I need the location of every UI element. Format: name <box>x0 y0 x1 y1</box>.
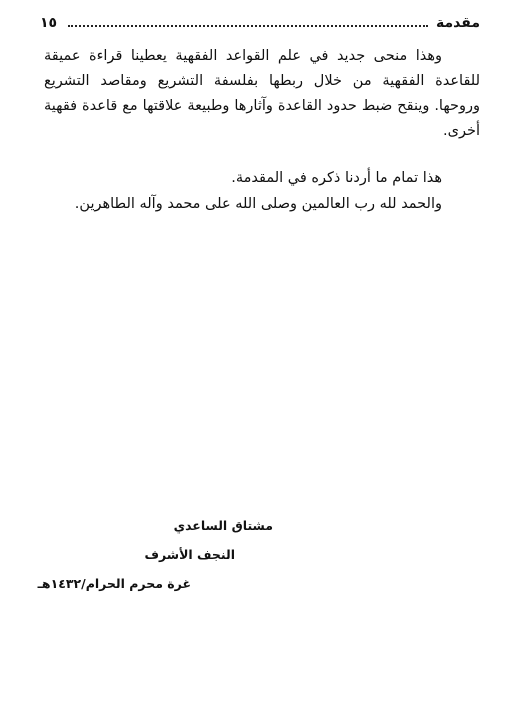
signature-place: النجف الأشرف <box>144 547 235 562</box>
header-dotted-leader <box>68 25 428 27</box>
running-header <box>40 13 480 39</box>
paragraph-body: وهذا منحى جديد في علم القواعد الفقهية يعطينا قراءة عميقة للقاعدة الفقهية من خلال ربطها بفلسفة التشريع ومقاصد التشريع وروحها. وينقح ضبط حدود القاعدة وآثارها وطبيعة علاقتها مع قاعدة فقهية أخرى. <box>44 48 480 139</box>
signature-date: غرة محرم الحرام/١٤٣٢هـ <box>37 576 191 591</box>
paragraph-praise: والحمد لله رب العالمين وصلى الله على محمد وآله الطاهرين. <box>74 196 442 212</box>
header-section-title: مقدمة <box>436 15 480 31</box>
page-number: ١٥ <box>40 15 58 31</box>
paragraph-closing-note: هذا تمام ما أردنا ذكره في المقدمة. <box>231 170 442 186</box>
signature-author: مشتاق الساعدي <box>173 518 273 533</box>
